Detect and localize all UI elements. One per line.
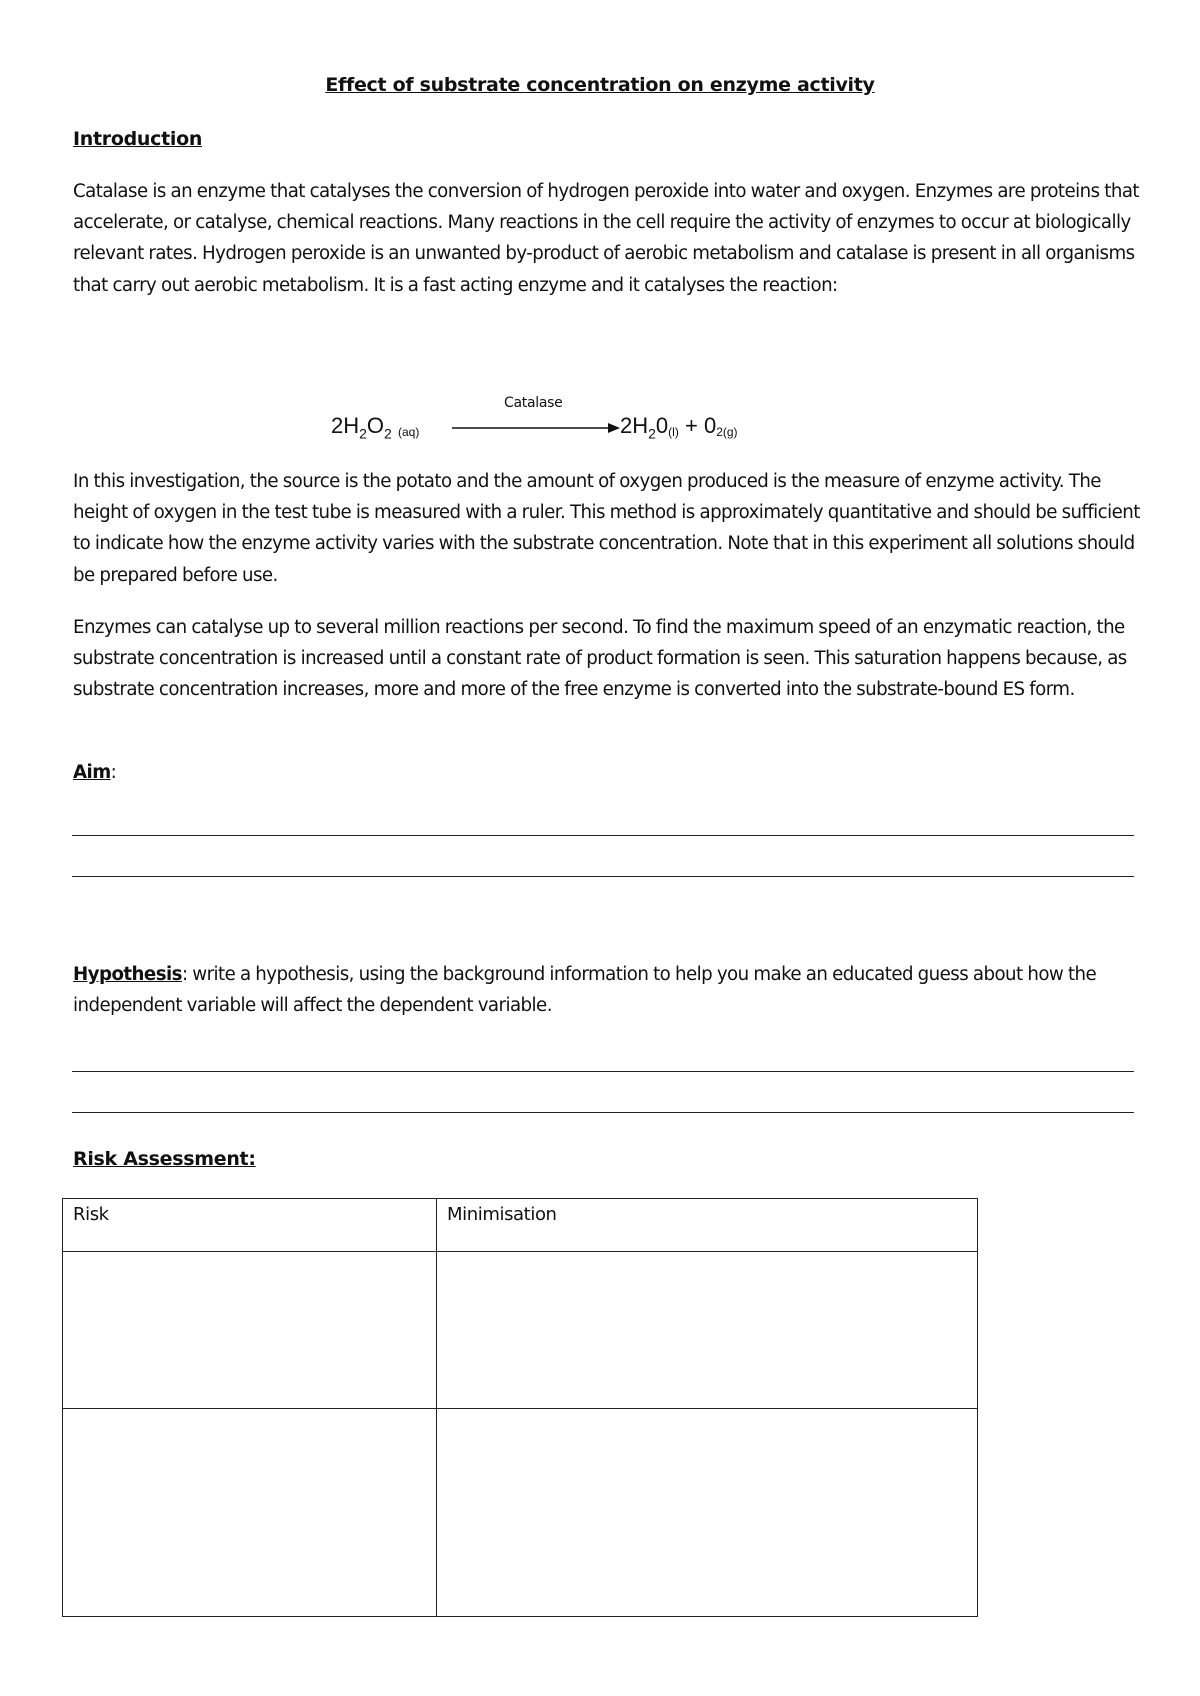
- aim-answer-line-2[interactable]: [72, 876, 1134, 877]
- aim-heading: Aim:: [73, 762, 117, 783]
- reaction-equation: [0, 395, 1200, 445]
- table-row: [63, 1409, 978, 1617]
- minimisation-cell[interactable]: [437, 1252, 978, 1409]
- risk-cell[interactable]: [63, 1409, 437, 1617]
- hypothesis-heading: Hypothesis: [73, 964, 182, 985]
- page-title: Effect of substrate concentration on enzyme activity: [325, 74, 875, 96]
- table-row: [63, 1252, 978, 1409]
- equation-reactant: $2H_2O_2$ (aq): [331, 413, 420, 442]
- reaction-arrow: [452, 421, 622, 435]
- risk-assessment-table: [62, 1198, 978, 1617]
- table-header-row: [63, 1199, 978, 1252]
- risk-column-header: Risk: [63, 1199, 437, 1252]
- hypothesis-block: [73, 959, 1143, 1021]
- hypothesis-instructions: : write a hypothesis, using the background information to help you make an educated guess about how the independent variable will affect the dependent variable.: [73, 964, 1097, 1017]
- minimisation-column-header: Minimisation: [437, 1199, 978, 1252]
- equation-products: $2H_20(l) + 02(g)$: [620, 413, 738, 442]
- risk-cell[interactable]: [63, 1252, 437, 1409]
- hypothesis-answer-line-2[interactable]: [72, 1112, 1134, 1113]
- introduction-paragraph-1: Catalase is an enzyme that catalyses the conversion of hydrogen peroxide into water and oxygen. Enzymes are proteins that accelerate, or catalyse, chemical reactions. Many reactions in the cell require the activity of enzymes to occur at biologically relevant rates. Hydrogen peroxide is an unwanted by-product of aerobic metabolism and catalase is present in all organisms that carry out aerobic metabolism. It is a fast acting enzyme and it catalyses the reaction:: [73, 181, 1140, 296]
- introduction-paragraph-3: Enzymes can catalyse up to several million reactions per second. To find the maximum speed of an enzymatic reaction, the substrate concentration is increased until a constant rate of product formation is seen. This saturation happens because, as substrate concentration increases, more and more of the free enzyme is converted into the substrate-bound ES form.: [73, 617, 1127, 701]
- minimisation-cell[interactable]: [437, 1409, 978, 1617]
- risk-assessment-heading: Risk Assessment:: [73, 1148, 256, 1170]
- introduction-heading: Introduction: [73, 128, 203, 150]
- aim-answer-line-1[interactable]: [72, 835, 1134, 836]
- introduction-paragraph-2: In this investigation, the source is the potato and the amount of oxygen produced is the measure of enzyme activity. The height of oxygen in the test tube is measured with a ruler. This method is approximately quantitative and should be sufficient to indicate how the enzyme activity varies with the substrate concentration. Note that in this experiment all solutions should be prepared before use.: [73, 471, 1140, 586]
- hypothesis-answer-line-1[interactable]: [72, 1071, 1134, 1072]
- enzyme-label: Catalase: [504, 395, 563, 411]
